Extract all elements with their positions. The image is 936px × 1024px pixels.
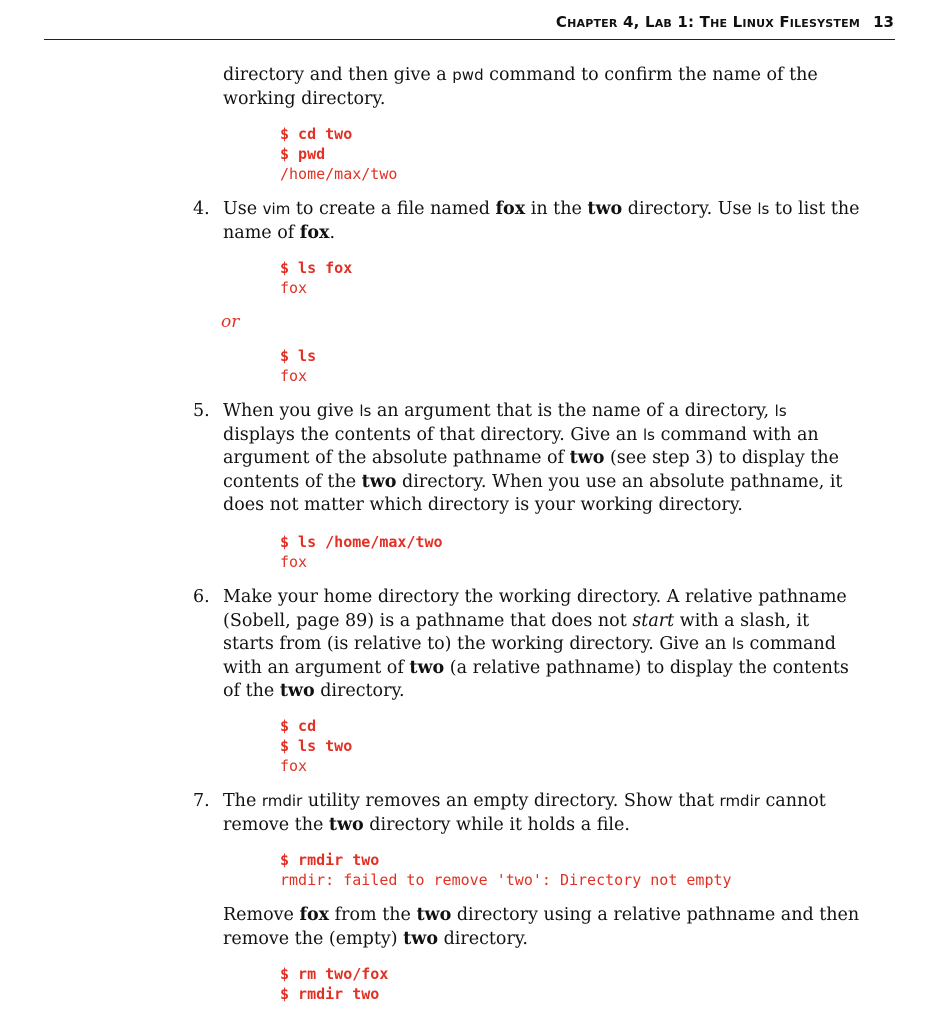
step7-code-2: [280, 964, 388, 1004]
code-line: $ rm two/fox: [280, 965, 389, 983]
step5-number: 5.: [193, 401, 210, 421]
code-output: /home/max/two: [280, 165, 398, 183]
step6-text: Make your home directory the working directory. A relative pathname (Sobell, page 89) is a pathname that does not start with a slash, it starts from (is relative to) the working directory. Give an ls command with an argument of two (a relative pathname) to display the contents of the two directory.: [223, 587, 849, 701]
code-line: $ cd: [280, 717, 317, 735]
code-line: $ ls fox: [280, 259, 353, 277]
code-output: fox: [280, 553, 308, 571]
code-output: fox: [280, 279, 308, 297]
step3-text: directory and then give a pwd command to confirm the name of the working directory.: [223, 65, 818, 109]
step7-text: The rmdir utility removes an empty directory. Show that rmdir cannot remove the two directory while it holds a file.: [223, 791, 826, 835]
code-line: $ ls: [280, 347, 317, 365]
step4-code: [280, 258, 352, 298]
code-output: rmdir: failed to remove 'two': Directory not empty: [280, 871, 732, 889]
running-head: Chapter 4, Lab 1: The Linux Filesystem: [555, 13, 860, 31]
step4-number: 4.: [193, 199, 210, 219]
code-line: $ ls two: [280, 737, 353, 755]
step7-number: 7.: [193, 791, 210, 811]
step7-text-2: Remove fox from the two directory using a relative pathname and then remove the (empty) two directory.: [223, 905, 860, 949]
code-line: $ cd two: [280, 125, 353, 143]
step3-code: [280, 124, 397, 184]
step5-text: When you give ls an argument that is the name of a directory, ls displays the contents of that directory. Give an ls command with an argument of the absolute pathname of two (see step 3) to display the contents of the two directory. When you use an absolute pathname, it does not matter which directory is your working directory.: [223, 401, 843, 515]
step7-code: [280, 850, 732, 890]
code-line: $ ls /home/max/two: [280, 533, 443, 551]
step5-code: [280, 532, 443, 572]
step6-number: 6.: [193, 587, 210, 607]
step4-code-alt: [280, 346, 316, 386]
step6-code: [280, 716, 352, 776]
code-line: $ rmdir two: [280, 985, 380, 1003]
code-line: $ rmdir two: [280, 851, 380, 869]
page-header: [0, 0, 936, 40]
or-label: or: [221, 312, 240, 332]
step4-text: Use vim to create a file named fox in the two directory. Use ls to list the name of fox.: [223, 199, 860, 243]
page-number: 13: [873, 13, 894, 31]
code-output: fox: [280, 757, 308, 775]
header-rule: [44, 39, 895, 40]
code-output: fox: [280, 367, 308, 385]
code-line: $ pwd: [280, 145, 326, 163]
